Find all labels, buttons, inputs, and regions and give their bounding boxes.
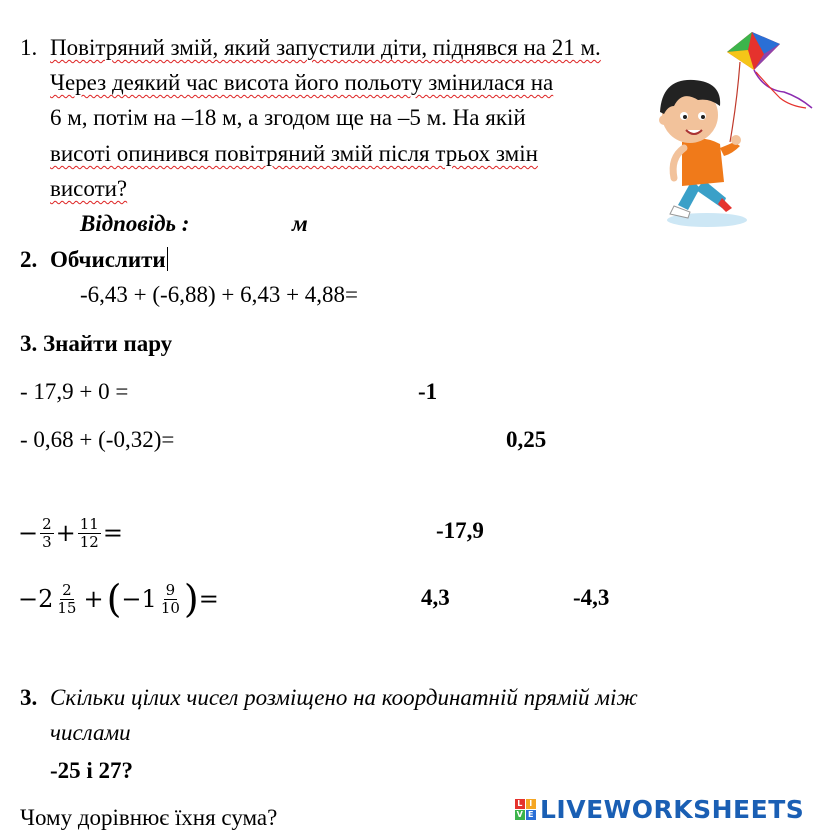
pair-answer-4[interactable]: 4,3 xyxy=(421,585,450,610)
answer-label: Відповідь : xyxy=(80,211,190,236)
task1-line-3: 6 м, потім на –18 м, а згодом ще на –5 м. На якій xyxy=(50,105,526,130)
task1-line-5: висоти? xyxy=(50,176,128,201)
pair-expr-4-mixed: −2 $\frac{2}{15}$ + ( −1 $\frac{9}{10}$ ) = xyxy=(18,577,219,621)
logo-mark: L I V E xyxy=(515,799,536,820)
pair-expr-3-fractions: − $\frac{2}{3}$ + $\frac{11}{12}$ = xyxy=(18,514,123,551)
pair-expr-2: - 0,68 + (-0,32)= xyxy=(20,427,175,452)
pair-answer-1[interactable]: -1 xyxy=(418,379,438,404)
pair-answer-2[interactable]: 0,25 xyxy=(506,427,547,452)
kite-icon xyxy=(727,32,812,142)
fraction-11-12: $\frac{11}{12}$ xyxy=(79,514,99,551)
task4-line-2: числами xyxy=(50,720,131,745)
pair-expr-1: - 17,9 + 0 = xyxy=(20,379,129,404)
task1-line-4: висоті опинився повітряний змій після трьох змін xyxy=(50,141,538,166)
fraction-2-15: $\frac{2}{15}$ xyxy=(57,580,77,617)
logo-text: LIVEWORKSHEETS xyxy=(540,795,805,824)
task2-number: 2. xyxy=(20,247,38,272)
task4-question: Чому дорівнює їхня сума? xyxy=(20,805,278,830)
task4-numbers: -25 і 27? xyxy=(50,758,134,783)
answer-unit: м xyxy=(292,211,308,236)
task2-expression: -6,43 + (-6,88) + 6,43 + 4,88= xyxy=(80,282,359,307)
task4-number: 3. xyxy=(20,685,38,710)
pair-answer-5[interactable]: -4,3 xyxy=(573,585,610,610)
pair-answer-3[interactable]: -17,9 xyxy=(436,518,484,543)
fraction-2-3: $\frac{2}{3}$ xyxy=(42,514,52,551)
task2-title: Обчислити xyxy=(50,247,166,272)
fraction-9-10: $\frac{9}{10}$ xyxy=(160,580,180,617)
task3-title: 3. Знайти пару xyxy=(20,331,173,356)
task1-line-1: Повітряний змій, який запустили діти, піднявся на 21 м. xyxy=(50,35,601,60)
task1-line-2: Через деякий час висота його польоту змінилася на xyxy=(50,70,554,95)
text-cursor xyxy=(167,247,168,271)
task4-line-1: Скільки цілих чисел розміщено на координатній прямій між xyxy=(50,685,638,710)
kite-boy-illustration xyxy=(652,30,817,230)
liveworksheets-logo xyxy=(515,795,804,824)
task1-number: 1. xyxy=(20,35,38,60)
